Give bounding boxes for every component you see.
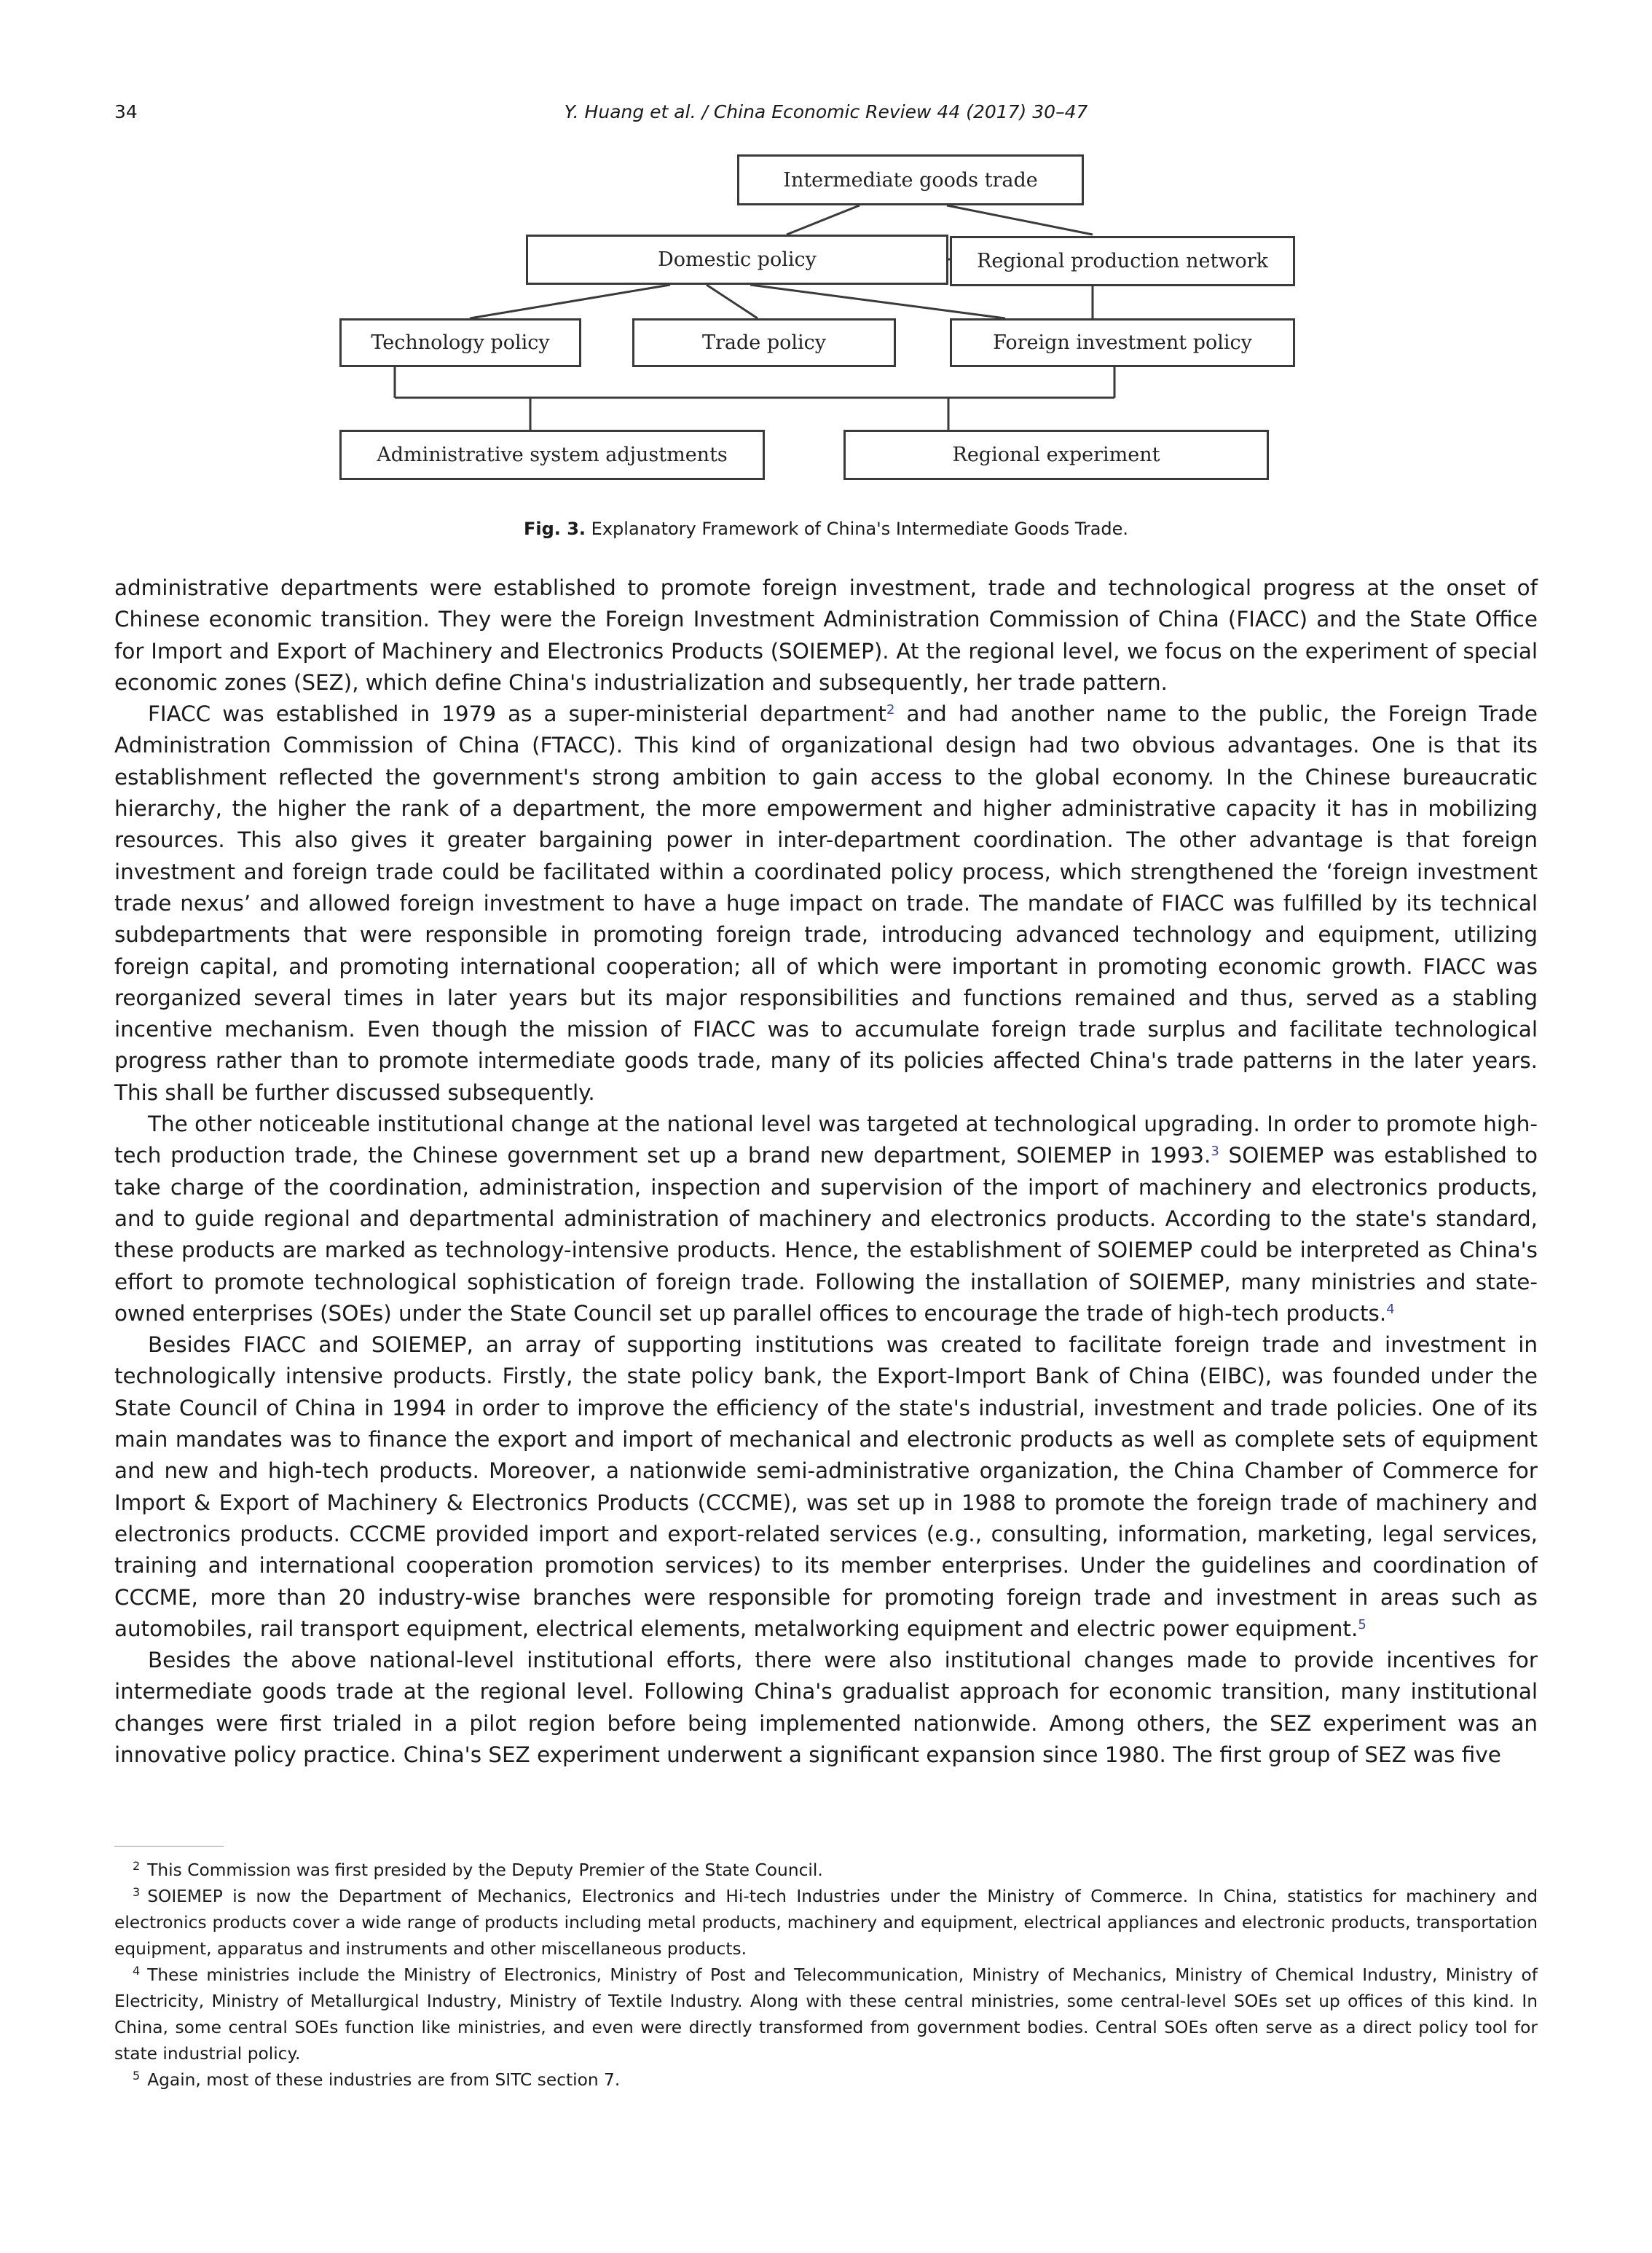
figure-caption <box>0 516 1652 542</box>
footnote-mark: 3 <box>133 1885 141 1899</box>
footnote-mark: 2 <box>133 1859 141 1873</box>
caption-text: Explanatory Framework of China's Intermediate Goods Trade. <box>586 519 1129 539</box>
footnote-ref[interactable]: 4 <box>1386 1301 1395 1317</box>
paragraph-text: SOIEMEP was established to take charge of the coordination, administration, inspection and supervision of the import of machinery and electronics products, and to guide regional and departmental administration of machinery and electronics products. According to the state's standard, these products are marked as technology-intensive products. Hence, the establishment of SOIEMEP could be interpreted as China's effort to promote technological sophistication of foreign trade. Following the installation of SOIEMEP, many ministries and state-owned enterprises (SOEs) under the State Council set up parallel offices to encourage the trade of high-tech products. <box>114 1143 1538 1326</box>
page-number: 34 <box>114 101 138 122</box>
connector-domestic-trade <box>707 285 758 318</box>
footnote <box>114 1857 1538 1884</box>
footnote <box>114 1884 1538 1962</box>
footnote-ref[interactable]: 5 <box>1358 1616 1366 1632</box>
footnote-divider <box>114 1846 224 1847</box>
paragraph: administrative departments were established to promote foreign investment, trade and technological progress at the onset of Chinese economic transition. They were the Foreign Investment Administration Commission of China (FIACC) and the State Office for Import and Export of Machinery and Electronics Products (SOIEMEP). At the regional level, we focus on the experiment of special economic zones (SEZ), which define China's industrialization and subsequently, her trade pattern. <box>114 575 1538 695</box>
node-technology-policy: Technology policy <box>339 318 581 367</box>
footnote-text: SOIEMEP is now the Department of Mechanics, Electronics and Hi-tech Industries under the Ministry of Commerce. In China, statistics for machinery and electronics products cover a wide range of products including metal products, machinery and equipment, electrical appliances and electronic products, transportation equipment, apparatus and instruments and other miscellaneous products. <box>114 1887 1538 1959</box>
connector-top-regional <box>947 205 1093 235</box>
connector-domestic-foreign <box>750 285 1005 318</box>
connector-domestic-technology <box>470 285 670 318</box>
paragraph-text: The other noticeable institutional change at the national level was targeted at technological upgrading. In order to promote high-tech production trade, the Chinese government set up a brand new department, SOIEMEP in 1993. <box>114 1112 1538 1168</box>
footnote-mark: 5 <box>133 2069 141 2083</box>
footnotes <box>114 1857 1538 2093</box>
footnote-ref[interactable]: 3 <box>1211 1144 1219 1160</box>
node-foreign-investment-policy: Foreign investment policy <box>950 318 1295 367</box>
connector-top-domestic <box>787 205 860 235</box>
paragraph-text: and had another name to the public, the Foreign Trade Administration Commission of China (FTACC). This kind of organizational design had two obvious advantages. One is that its establishment reflected the government's strong ambition to gain access to the global economy. In the Chinese bureaucratic hierarchy, the higher the rank of a department, the more empowerment and higher administrative capacity it has in mobilizing resources. This also gives it greater bargaining power in inter-department coordination. The other advantage is that foreign investment and foreign trade could be facilitated within a coordinated policy process, which strengthened the ‘foreign investment trade nexus’ and allowed foreign investment to have a huge impact on trade. The mandate of FIACC was fulfilled by its technical subdepartments that were responsible in promoting foreign trade, introducing advanced technology and equipment, utilizing foreign capital, and promoting international cooperation; all of which were important in promoting economic growth. FIACC was reorganized several times in later years but its major responsibilities and functions remained and thus, served as a stabling incentive mechanism. Even though the mission of FIACC was to accumulate foreign trade surplus and facilitate technological progress rather than to promote intermediate goods trade, many of its policies affected China's trade patterns in the later years. This shall be further discussed subsequently. <box>114 701 1538 1105</box>
footnote <box>114 1962 1538 2067</box>
footnote-text: Again, most of these industries are from SITC section 7. <box>147 2070 621 2090</box>
paragraph-text: FIACC was established in 1979 as a super-ministerial department <box>148 701 886 727</box>
footnote-text: These ministries include the Ministry of Electronics, Ministry of Post and Telecommunication, Ministry of Mechanics, Ministry of Chemical Industry, Ministry of Electricity, Ministry of Metallurgical Industry, Ministry of Textile Industry. Along with these central ministries, some central-level SOEs set up offices of this kind. In China, some central SOEs function like ministries, and even were directly transformed from government bodies. Central SOEs often serve as a direct policy tool for state industrial policy. <box>114 1965 1538 2064</box>
footnote-text: This Commission was first presided by the Deputy Premier of the State Council. <box>147 1860 823 1880</box>
node-intermediate-goods-trade: Intermediate goods trade <box>737 154 1084 205</box>
paragraph-text: Besides FIACC and SOIEMEP, an array of supporting institutions was created to facilitate foreign trade and investment in technologically intensive products. Firstly, the state policy bank, the Export-Import Bank of China (EIBC), was founded under the State Council of China in 1994 in order to improve the efficiency of the state's industrial, investment and trade policies. One of its main mandates was to finance the export and import of mechanical and electronic products as well as complete sets of equipment and new and high-tech products. Moreover, a nationwide semi-administrative organization, the China Chamber of Commerce for Import & Export of Machinery & Electronics Products (CCCME), was set up in 1988 to promote the foreign trade of machinery and electronics products. CCCME provided import and export-related services (e.g., consulting, information, marketing, legal services, training and international cooperation promotion services) to its member enterprises. Under the guidelines and coordination of CCCME, more than 20 industry-wise branches were responsible for promoting foreign trade and investment in areas such as automobiles, rail transport equipment, electrical elements, metalworking equipment and electric power equipment. <box>114 1332 1538 1641</box>
node-regional-experiment: Regional experiment <box>843 430 1269 480</box>
paragraph <box>114 699 1538 1109</box>
node-administrative-system-adjustments: Administrative system adjustments <box>339 430 765 480</box>
node-domestic-policy: Domestic policy <box>526 235 948 285</box>
footnote-ref[interactable]: 2 <box>886 702 895 718</box>
footnote-mark: 4 <box>133 1964 141 1978</box>
body-text <box>114 573 1538 1771</box>
paragraph <box>114 1109 1538 1329</box>
caption-label: Fig. 3. <box>523 519 586 539</box>
paragraph <box>114 1329 1538 1645</box>
footnote <box>114 2067 1538 2093</box>
framework-diagram <box>0 0 1652 510</box>
node-trade-policy: Trade policy <box>632 318 896 367</box>
paragraph: Besides the above national-level institutional efforts, there were also institutional changes made to provide incentives for intermediate goods trade at the regional level. Following China's gradualist approach for economic transition, many institutional changes were first trialed in a pilot region before being implemented nationwide. Among others, the SEZ experiment was an innovative policy practice. China's SEZ experiment underwent a significant expansion since 1980. The first group of SEZ was five <box>114 1648 1538 1767</box>
running-title: Y. Huang et al. / China Economic Review 44 (2017) 30–47 <box>564 101 1088 122</box>
node-regional-production-network: Regional production network <box>950 236 1295 286</box>
